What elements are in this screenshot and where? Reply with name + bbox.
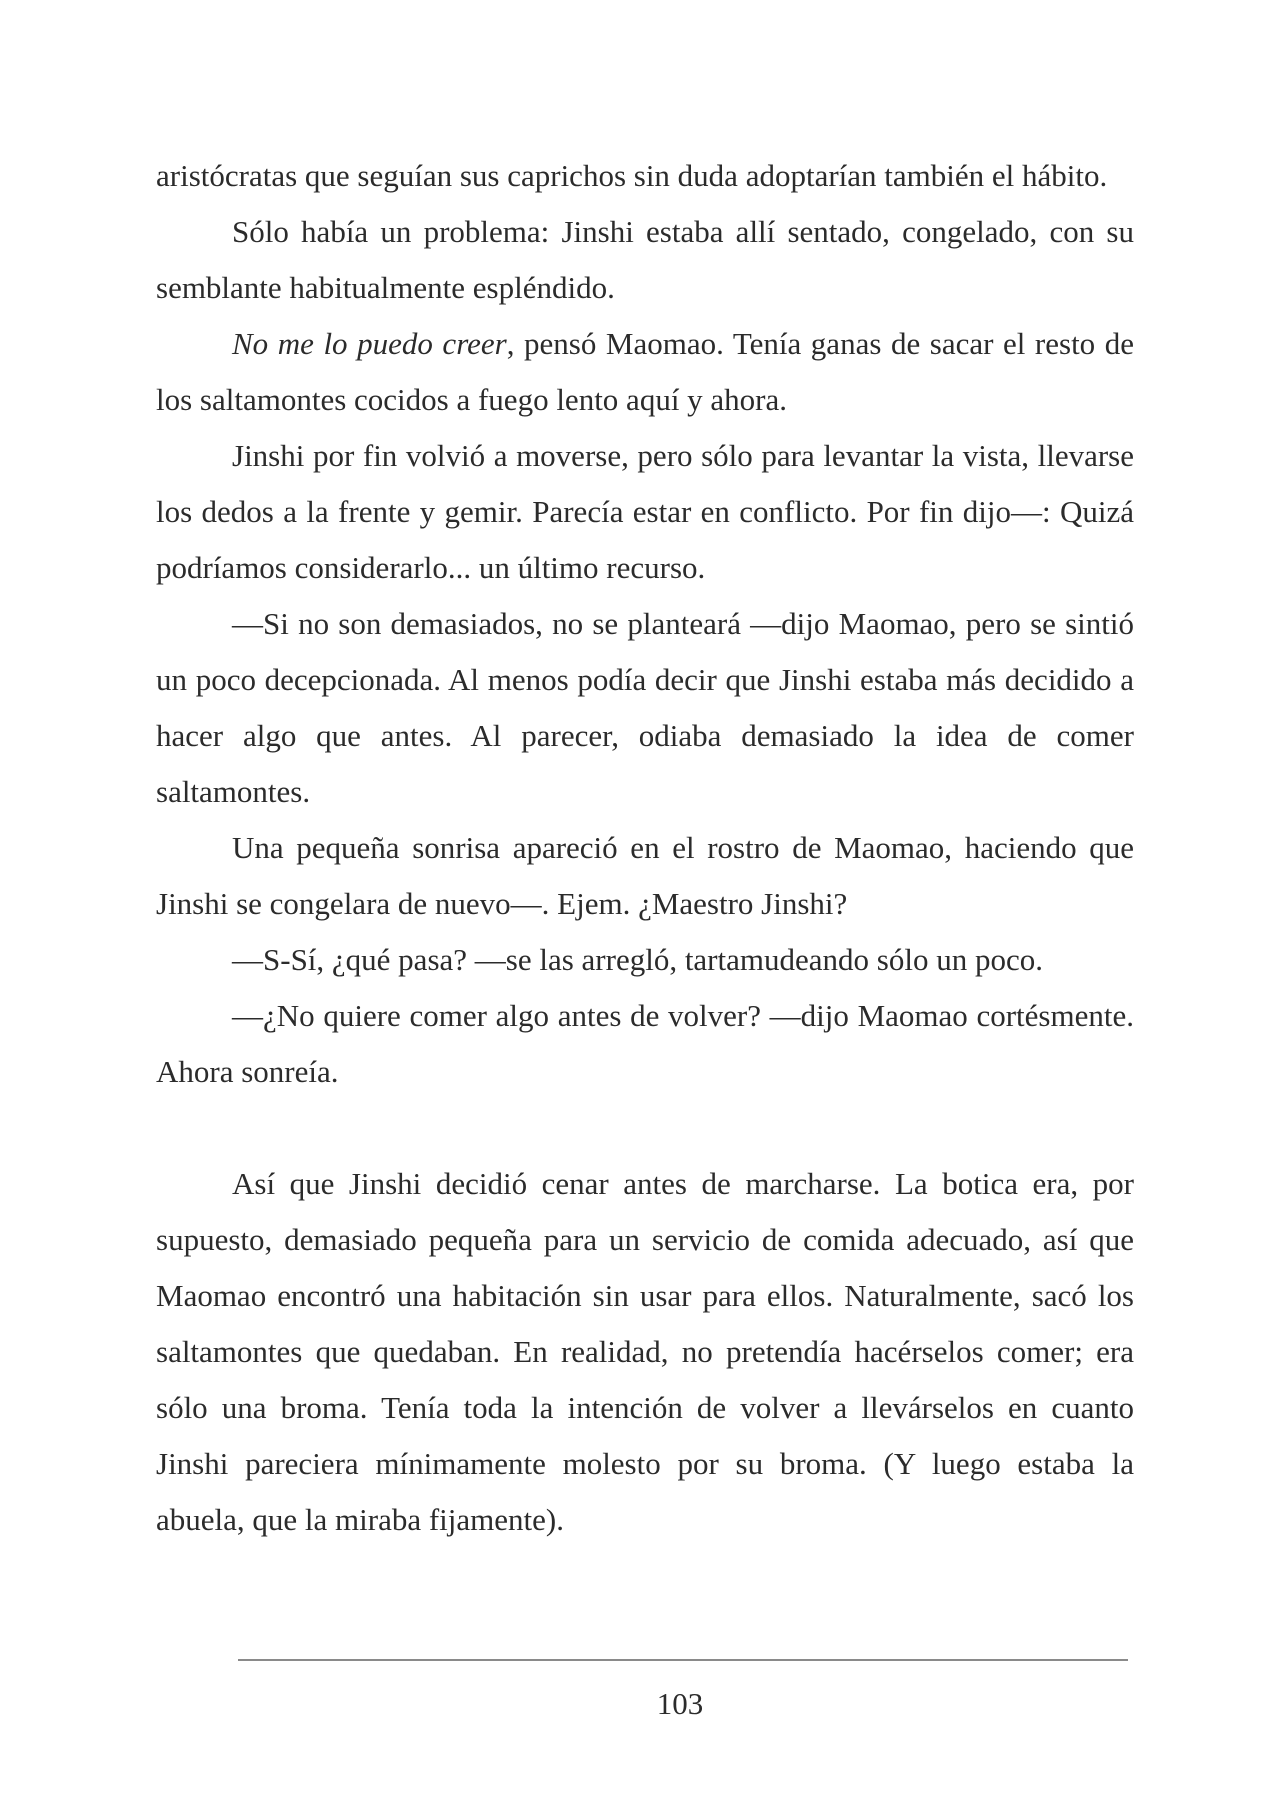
- scene-break: [156, 1100, 1134, 1156]
- paragraph-4: Jinshi por fin volvió a moverse, pero sólo para levantar la vista, llevarse los dedos a la frente y gemir. Parecía estar en conflicto. Por fin dijo—: Quizá podríamos considerarlo... un último recurso.: [156, 438, 1134, 585]
- paragraph-2: Sólo había un problema: Jinshi estaba allí sentado, congelado, con su semblante habitualmente espléndido.: [156, 214, 1134, 305]
- paragraph-7: —S-Sí, ¿qué pasa? —se las arregló, tartamudeando sólo un poco.: [232, 942, 1043, 977]
- paragraph-8: —¿No quiere comer algo antes de volver? —dijo Maomao cortésmente. Ahora sonreía.: [156, 998, 1134, 1089]
- paragraph-3-rest: , pensó Maomao. Tenía ganas de sacar el resto de los saltamontes cocidos a fuego lento aquí y ahora.: [156, 326, 1135, 417]
- page-number: 103: [656, 1686, 704, 1721]
- paragraph-3: [156, 316, 1134, 428]
- paragraph-6: Una pequeña sonrisa apareció en el rostro de Maomao, haciendo que Jinshi se congelara de nuevo—. Ejem. ¿Maestro Jinshi?: [156, 830, 1134, 921]
- body-text: [156, 148, 1134, 1548]
- paragraph-1: aristócratas que seguían sus caprichos sin duda adoptarían también el hábito.: [156, 158, 1108, 193]
- footer-divider: [238, 1659, 1128, 1661]
- italic-thought: No me lo puedo creer: [232, 326, 507, 361]
- paragraph-9: Así que Jinshi decidió cenar antes de marcharse. La botica era, por supuesto, demasiado pequeña para un servicio de comida adecuado, así que Maomao encontró una habitación sin usar para ellos. Naturalmente, sacó los saltamontes que quedaban. En realidad, no pretendía hacérselos comer; era sólo una broma. Tenía toda la intención de volver a llevárselos en cuanto Jinshi pareciera mínimamente molesto por su broma. (Y luego estaba la abuela, que la miraba fijamente).: [156, 1166, 1134, 1537]
- paragraph-5: —Si no son demasiados, no se planteará —dijo Maomao, pero se sintió un poco decepcionada. Al menos podía decir que Jinshi estaba más decidido a hacer algo que antes. Al parecer, odiaba demasiado la idea de comer saltamontes.: [156, 606, 1134, 809]
